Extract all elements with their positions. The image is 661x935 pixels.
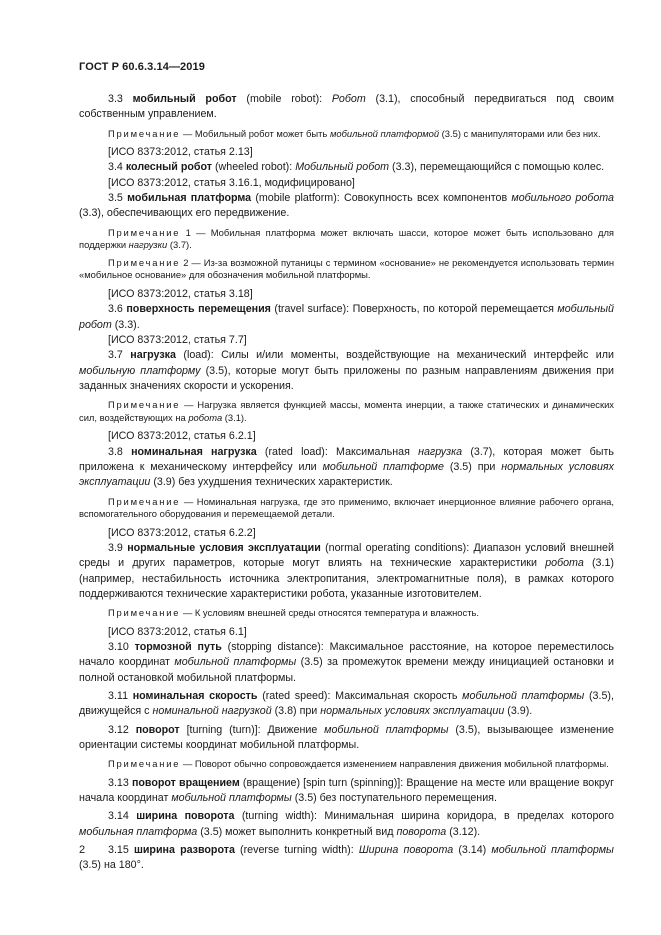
source-reference: [ИСО 8373:2012, статья 2.13] bbox=[108, 146, 253, 159]
source-reference: [ИСО 8373:2012, статья 6.2.2] bbox=[108, 526, 256, 539]
term-title: номинальная скорость bbox=[132, 689, 258, 702]
note-3-3: Примечание — Мобильный робот может быть мобильной платформой (3.5) с манипуляторами или без них. bbox=[108, 127, 601, 139]
term-title: нормальные условия эксплуатации bbox=[127, 541, 321, 554]
document-body bbox=[79, 92, 614, 874]
term-entry-3-10: 3.10 тормозной путь (stopping distance): Максимальное расстояние, на которое переместилось начало координат мобильной платформы (3.5) за промежуток времени между инициацией остановки и полной остановкой мобильной платформы. bbox=[79, 641, 614, 684]
term-title: тормозной путь bbox=[134, 641, 222, 654]
note-label: Примечание bbox=[108, 127, 181, 139]
note-3-7: Примечание — Нагрузка является функцией массы, момента инерции, а также статических и динамических сил, воздействующих на робота (3.1). bbox=[79, 399, 614, 423]
term-title: ширина разворота bbox=[133, 843, 235, 856]
term-entry-3-9: 3.9 нормальные условия эксплуатации (normal operating conditions): Диапазон условий внешней среды и других параметров, которые могут влиять на технические характеристики робота (3.1) (например, нестабильность источника электропитания, электромагнитные поля), в рамках которого поддерживаются технические характеристики робота, указанные изготовителем. bbox=[79, 541, 614, 600]
note-label: Примечание bbox=[108, 607, 181, 619]
note-3-5-1: Примечание 1 — Мобильная платформа может включать шасси, которое может быть использовано для поддержки нагрузки (3.7). bbox=[79, 226, 615, 251]
document-code-header: ГОСТ Р 60.6.3.14—2019 bbox=[79, 61, 205, 73]
note-label: Примечание bbox=[108, 399, 181, 411]
term-title: ширина поворота bbox=[136, 810, 235, 823]
note-label: Примечание bbox=[108, 256, 181, 268]
term-entry-3-4: 3.4 колесный робот (wheeled robot): Мобильный робот (3.3), перемещающийся с помощью колес. bbox=[108, 161, 605, 174]
source-reference: [ИСО 8373:2012, статья 7.7] bbox=[108, 333, 247, 346]
term-entry-3-7: 3.7 нагрузка (load): Силы и/или моменты, воздействующие на механический интерфейс или мобильную платформу (3.5), которые могут быть приложены по разным направлениям движения при заданных значениях скорости и ускорения. bbox=[79, 349, 614, 392]
term-entry-3-3: 3.3 мобильный робот (mobile robot): Робот (3.1), способный передвигаться под своим собственным управлением. bbox=[79, 93, 614, 121]
term-entry-3-11: 3.11 номинальная скорость (rated speed): Максимальная скорость мобильной платформы (3.5), движущейся с номинальной нагрузкой (3.8) при нормальных условиях эксплуатации (3.9). bbox=[79, 689, 614, 718]
term-title: поверхность перемещения bbox=[126, 303, 271, 316]
term-entry-3-12: 3.12 поворот [turning (turn)]: Движение мобильной платформы (3.5), вызывающее изменение ориентации системы координат мобильной платформы. bbox=[79, 723, 614, 751]
source-reference: [ИСО 8373:2012, статья 6.1] bbox=[108, 625, 247, 638]
note-label: Примечание bbox=[108, 758, 181, 770]
source-reference: [ИСО 8373:2012, статья 3.18] bbox=[108, 288, 253, 301]
term-entry-3-6: 3.6 поверхность перемещения (travel surface): Поверхность, по которой перемещается мобильный робот (3.3). bbox=[79, 303, 614, 331]
page-number: 2 bbox=[79, 844, 86, 856]
term-title: номинальная нагрузка bbox=[131, 445, 257, 458]
term-entry-3-8: 3.8 номинальная нагрузка (rated load): Максимальная нагрузка (3.7), которая может быть приложена к механическому интерфейсу или мобильной платформе (3.5) при нормальных условиях эксплуатации (3.9) без ухудшения технических характеристик. bbox=[79, 445, 614, 489]
term-entry-3-13: 3.13 поворот вращением (вращение) [spin turn (spinning)]: Вращение на месте или вращение вокруг начала координат мобильной платформы (3.5) без поступательного перемещения. bbox=[79, 776, 614, 805]
note-3-5-2: Примечание 2 — Из-за возможной путаницы с термином «основание» не рекомендуется использовать термин «мобильное основание» для обозначения мобильной платформы. bbox=[79, 256, 615, 281]
term-title: мобильная платформа bbox=[127, 192, 252, 205]
source-reference: [ИСО 8373:2012, статья 6.2.1] bbox=[108, 430, 256, 443]
term-entry-3-14: 3.14 ширина поворота (turning width): Минимальная ширина коридора, в пределах которого мобильная платформа (3.5) может выполнить конкретный вид поворота (3.12). bbox=[79, 810, 614, 838]
note-label: Примечание bbox=[108, 226, 181, 238]
term-title: поворот вращением bbox=[131, 776, 240, 789]
note-3-12: Примечание — Поворот обычно сопровождается изменением направления движения мобильной платформы. bbox=[108, 758, 609, 770]
term-entry-3-5: 3.5 мобильная платформа (mobile platform): Совокупность всех компонентов мобильного робота (3.3), обеспечивающих его передвижение. bbox=[79, 192, 614, 220]
source-reference: [ИСО 8373:2012, статья 3.16.1, модифицировано] bbox=[108, 176, 355, 189]
note-label: Примечание bbox=[108, 495, 181, 507]
term-title: поворот bbox=[135, 723, 180, 736]
term-title: колесный робот bbox=[125, 161, 212, 174]
note-3-8: Примечание — Номинальная нагрузка, где это применимо, включает инерционное влияние рабочего органа, вспомогательного оборудования и перемещаемой детали. bbox=[79, 495, 614, 520]
term-title: мобильный робот bbox=[132, 93, 237, 105]
term-entry-3-15: 3.15 ширина разворота (reverse turning width): Ширина поворота (3.14) мобильной платформы (3.5) на 180°. bbox=[79, 843, 614, 872]
note-3-9: Примечание — К условиям внешней среды относятся температура и влажность. bbox=[108, 607, 479, 619]
term-title: нагрузка bbox=[130, 349, 176, 362]
